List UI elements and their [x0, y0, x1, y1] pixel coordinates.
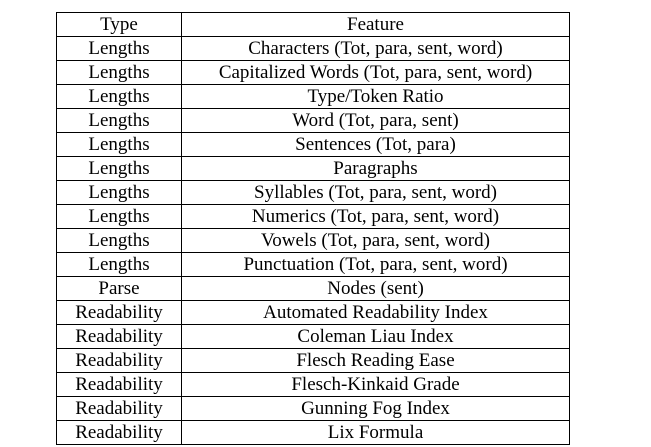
- table-row: [57, 373, 570, 397]
- table-row: [57, 85, 570, 109]
- feature-cell: Automated Readability Index: [182, 301, 570, 325]
- type-cell: Readability: [57, 301, 182, 325]
- table-body: [57, 37, 570, 445]
- type-cell: Readability: [57, 373, 182, 397]
- table-row: [57, 349, 570, 373]
- feature-cell: Lix Formula: [182, 421, 570, 445]
- type-cell: Lengths: [57, 157, 182, 181]
- type-cell: Lengths: [57, 181, 182, 205]
- table-row: [57, 253, 570, 277]
- table-row: [57, 181, 570, 205]
- feature-cell: Characters (Tot, para, sent, word): [182, 37, 570, 61]
- feature-cell: Word (Tot, para, sent): [182, 109, 570, 133]
- table-row: [57, 109, 570, 133]
- type-cell: Readability: [57, 349, 182, 373]
- table-row: [57, 157, 570, 181]
- feature-cell: Numerics (Tot, para, sent, word): [182, 205, 570, 229]
- feature-cell: Flesch Reading Ease: [182, 349, 570, 373]
- feature-table: [56, 12, 570, 445]
- type-cell: Lengths: [57, 85, 182, 109]
- type-cell: Lengths: [57, 61, 182, 85]
- feature-cell: Nodes (sent): [182, 277, 570, 301]
- type-cell: Readability: [57, 397, 182, 421]
- type-cell: Lengths: [57, 109, 182, 133]
- table-row: [57, 301, 570, 325]
- feature-cell: Capitalized Words (Tot, para, sent, word): [182, 61, 570, 85]
- feature-cell: Sentences (Tot, para): [182, 133, 570, 157]
- feature-cell: Paragraphs: [182, 157, 570, 181]
- feature-cell: Flesch-Kinkaid Grade: [182, 373, 570, 397]
- type-cell: Readability: [57, 325, 182, 349]
- table-header: [57, 13, 570, 37]
- table-row: [57, 133, 570, 157]
- feature-cell: Type/Token Ratio: [182, 85, 570, 109]
- feature-cell: Coleman Liau Index: [182, 325, 570, 349]
- table-row: [57, 325, 570, 349]
- type-cell: Parse: [57, 277, 182, 301]
- type-cell: Lengths: [57, 37, 182, 61]
- table-row: [57, 61, 570, 85]
- feature-cell: Vowels (Tot, para, sent, word): [182, 229, 570, 253]
- table-row: [57, 421, 570, 445]
- type-cell: Lengths: [57, 229, 182, 253]
- feature-cell: Gunning Fog Index: [182, 397, 570, 421]
- type-cell: Lengths: [57, 253, 182, 277]
- column-header-type: Type: [57, 13, 182, 37]
- table-row: [57, 37, 570, 61]
- table-row: [57, 277, 570, 301]
- type-cell: Readability: [57, 421, 182, 445]
- feature-cell: Syllables (Tot, para, sent, word): [182, 181, 570, 205]
- table-row: [57, 229, 570, 253]
- type-cell: Lengths: [57, 133, 182, 157]
- feature-cell: Punctuation (Tot, para, sent, word): [182, 253, 570, 277]
- table-row: [57, 205, 570, 229]
- table-row: [57, 397, 570, 421]
- column-header-feature: Feature: [182, 13, 570, 37]
- type-cell: Lengths: [57, 205, 182, 229]
- header-row: [57, 13, 570, 37]
